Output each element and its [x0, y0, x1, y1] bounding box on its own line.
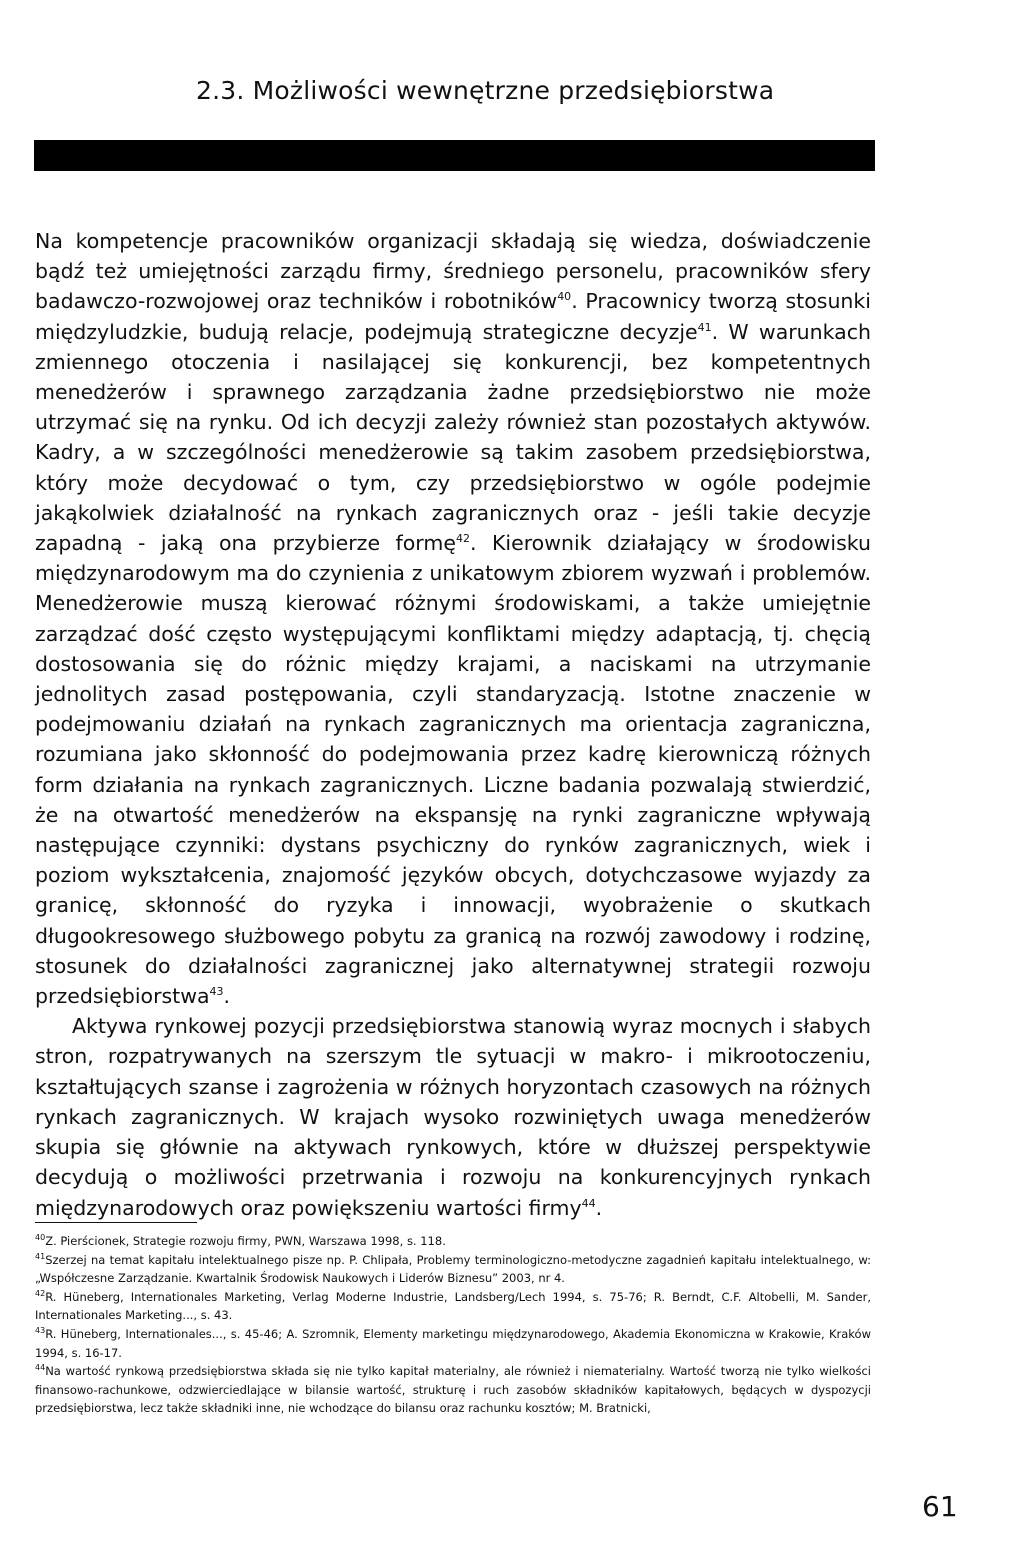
footnote-41: [35, 1251, 871, 1288]
paragraph-2: [35, 1011, 871, 1222]
footnote-text: Z. Pierścionek, Strategie rozwoju firmy, PWN, Warszawa 1998, s. 118.: [45, 1234, 446, 1248]
paragraph-2-part-a: Aktywa rynkowej pozycji przedsiębiorstwa stanowią wyraz mocnych i słabych stron, rozpatrywanych na szerszym tle sytuacji w makro- i mikrootoczeniu, kształtujących szanse i zagrożenia w różnych horyzontach czasowych na różnych rynkach zagranicznych. W krajach wysoko rozwiniętych uwaga menedżerów skupia się głównie na aktywach rynkowych, które w dłuższej perspektywie decydują o możliwości przetrwania i rozwoju na konkurencyjnych rynkach międzynarodowych oraz powiększeniu wartości firmy: [35, 1014, 871, 1220]
paragraph-1-part-b: . Pracownicy tworzą stosunki międzyludzkie, budują relacje, podejmują strategiczne decyzje: [35, 289, 871, 344]
paragraph-1-part-d: . Kierownik działający w środowisku międzynarodowym ma do czynienia z unikatowym zbiorem wyzwań i problemów. Menedżerowie muszą kierować różnymi środowiskami, a także umiejętnie zarządzać dość często występującymi konfliktami między adaptacją, tj. chęcią dostosowania się do różnic między krajami, a naciskami na utrzymanie jednolitych zasad postępowania, czyli standaryzacją. Istotne znaczenie w podejmowaniu działań na rynkach zagranicznych ma orientacja zagraniczna, rozumiana jako skłonność do podejmowania przez kadrę kierowniczą różnych form działania na rynkach zagranicznych. Liczne badania pozwalają stwierdzić, że na otwartość menedżerów na ekspansję na rynki zagraniczne wpływają następujące czynniki: dystans psychiczny do rynków zagranicznych, wiek i poziom wykształcenia, znajomość języków obcych, dotychczasowe wyjazdy za granicę, skłonność do ryzyka i innowacji, wyobrażenie o skutkach długookresowego służbowego pobytu za granicą na rozwój zawodowy i rodzinę, stosunek do działalności zagranicznej jako alternatywnej strategii rozwoju przedsiębiorstwa: [35, 531, 871, 1009]
footnote-ref-42: 42: [455, 532, 470, 546]
footnote-42: [35, 1288, 871, 1325]
footnotes: [35, 1232, 871, 1418]
paragraph-1-part-e: .: [223, 984, 231, 1009]
footnote-ref-43: 43: [209, 985, 224, 999]
paragraph-1-part-a: Na kompetencje pracowników organizacji składają się wiedza, doświadczenie bądź też umiejętności zarządu firmy, średniego personelu, pracowników sfery badawczo-rozwojowej oraz techników i robotników: [35, 229, 871, 314]
footnote-43: [35, 1325, 871, 1362]
footnote-text: R. Hüneberg, Internationales..., s. 45-46; A. Szromnik, Elementy marketingu międzynarodowego, Akademia Ekonomiczna w Krakowie, Kraków 1994, s. 16-17.: [35, 1326, 871, 1360]
footnote-text: Na wartość rynkową przedsiębiorstwa składa się nie tylko kapitał materialny, ale również i niematerialny. Wartość tworzą nie tylko wielkości finansowo-rachunkowe, odzwierciedlające w bilansie wartość, strukturę i ruch zasobów składników kapitałowych, będących w dyspozycji przedsiębiorstwa, lecz także składniki inne, nie wchodzące do bilansu oraz rachunku kosztów; M. Bratnicki,: [35, 1364, 871, 1416]
page-number: 61: [922, 1490, 958, 1523]
footnote-ref-41: 41: [697, 320, 712, 334]
running-head: 2.3. Możliwości wewnętrzne przedsiębiorstwa: [196, 76, 775, 105]
footnote-ref-44: 44: [581, 1196, 596, 1210]
footnote-number: 43: [35, 1326, 46, 1336]
body-text: [35, 226, 871, 1223]
footnote-text: R. Hüneberg, Internationales Marketing, Verlag Moderne Industrie, Landsberg/Lech 1994, s. 75-76; R. Berndt, C.F. Altobelli, M. Sander, Internationales Marketing..., s. 43.: [35, 1289, 871, 1323]
footnote-number: 40: [35, 1233, 46, 1243]
footnote-rule: [35, 1222, 197, 1223]
footnote-number: 41: [35, 1251, 46, 1261]
footnote-text: Szerzej na temat kapitału intelektualnego pisze np. P. Chlipała, Problemy terminologiczno-metodyczne zagadnień kapitału intelektualnego, w: „Współczesne Zarządzanie. Kwartalnik Środowisk Naukowych i Liderów Biznesu” 2003, nr 4.: [35, 1252, 871, 1286]
redaction-bar: [34, 140, 875, 171]
footnote-number: 44: [35, 1363, 46, 1373]
paragraph-1-part-c: . W warunkach zmiennego otoczenia i nasilającej się konkurencji, bez kompetentnych menedżerów i sprawnego zarządzania żadne przedsiębiorstwo nie może utrzymać się na rynku. Od ich decyzji zależy również stan pozostałych aktywów. Kadry, a w szczególności menedżerowie są takim zasobem przedsiębiorstwa, który może decydować o tym, czy przedsiębiorstwo w ogóle podejmie jakąkolwiek działalność na rynkach zagranicznych oraz - jeśli takie decyzje zapadną - jaką ona przybierze formę: [35, 319, 872, 556]
footnote-number: 42: [35, 1288, 46, 1298]
footnote-44: [35, 1362, 871, 1418]
paragraph-1: [35, 226, 871, 1011]
footnote-40: [35, 1232, 871, 1251]
paragraph-2-part-e: .: [595, 1195, 603, 1220]
footnote-ref-40: 40: [557, 290, 572, 304]
